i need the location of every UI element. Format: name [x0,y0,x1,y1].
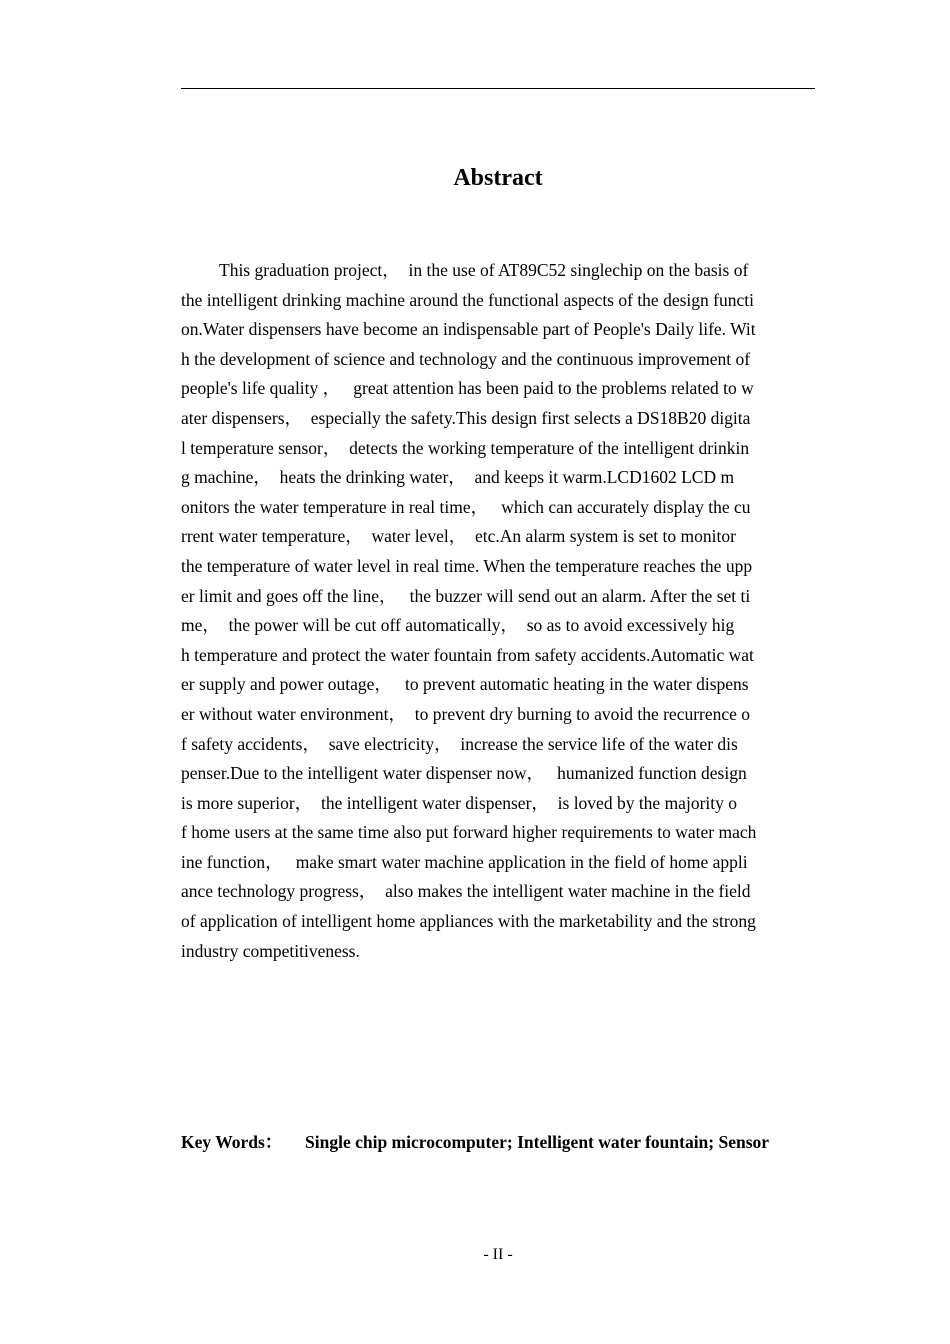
abstract-line: er supply and power outage， to prevent automatic heating in the water dispens [181,674,749,695]
abstract-line: f safety accidents， save electricity， increase the service life of the water dis [181,733,738,754]
abstract-line: l temperature sensor， detects the working temperature of the intelligent drinkin [181,437,750,458]
abstract-line: h temperature and protect the water fountain from safety accidents.Automatic wat [181,644,754,665]
abstract-line: of application of intelligent home appliances with the marketability and the strong [181,911,756,932]
abstract-line: g machine， heats the drinking water， and keeps it warm.LCD1602 LCD m [181,467,735,488]
abstract-body [181,256,815,966]
header-rule [181,88,815,89]
abstract-line: er without water environment， to prevent dry burning to avoid the recurrence o [181,703,751,724]
abstract-line: me， the power will be cut off automatically， so as to avoid excessively hig [181,615,735,636]
abstract-line: penser.Due to the intelligent water dispenser now， humanized function design [181,763,747,784]
abstract-line: ine function， make smart water machine application in the field of home appli [181,851,748,872]
keywords-value: Single chip microcomputer; Intelligent water fountain; Sensor [305,1132,770,1152]
keywords-label: Key Words： [181,1132,283,1152]
abstract-line: people's life quality ， great attention has been paid to the problems related to w [181,378,754,399]
abstract-line: ater dispensers， especially the safety.This design first selects a DS18B20 digita [181,407,751,428]
page-number: - II - [483,1246,513,1263]
abstract-line: is more superior， the intelligent water dispenser， is loved by the majority o [181,792,737,813]
abstract-title: Abstract [453,165,543,191]
abstract-line: industry competitiveness. [181,940,360,961]
abstract-line: h the development of science and technology and the continuous improvement of [181,348,751,369]
abstract-line: on.Water dispensers have become an indispensable part of People's Daily life. Wit [181,319,756,340]
abstract-line: the temperature of water level in real time. When the temperature reaches the upp [181,555,753,576]
abstract-line: f home users at the same time also put forward higher requirements to water mach [181,822,757,843]
abstract-line: This graduation project， in the use of AT89C52 singlechip on the basis of [219,260,749,280]
abstract-line: ance technology progress， also makes the intelligent water machine in the field [181,881,751,902]
abstract-line: the intelligent drinking machine around the functional aspects of the design functi [181,289,754,310]
abstract-line: rrent water temperature， water level， etc.An alarm system is set to monitor [181,526,736,547]
abstract-line: onitors the water temperature in real time， which can accurately display the cu [181,496,751,517]
abstract-line: er limit and goes off the line， the buzzer will send out an alarm. After the set ti [181,585,751,606]
